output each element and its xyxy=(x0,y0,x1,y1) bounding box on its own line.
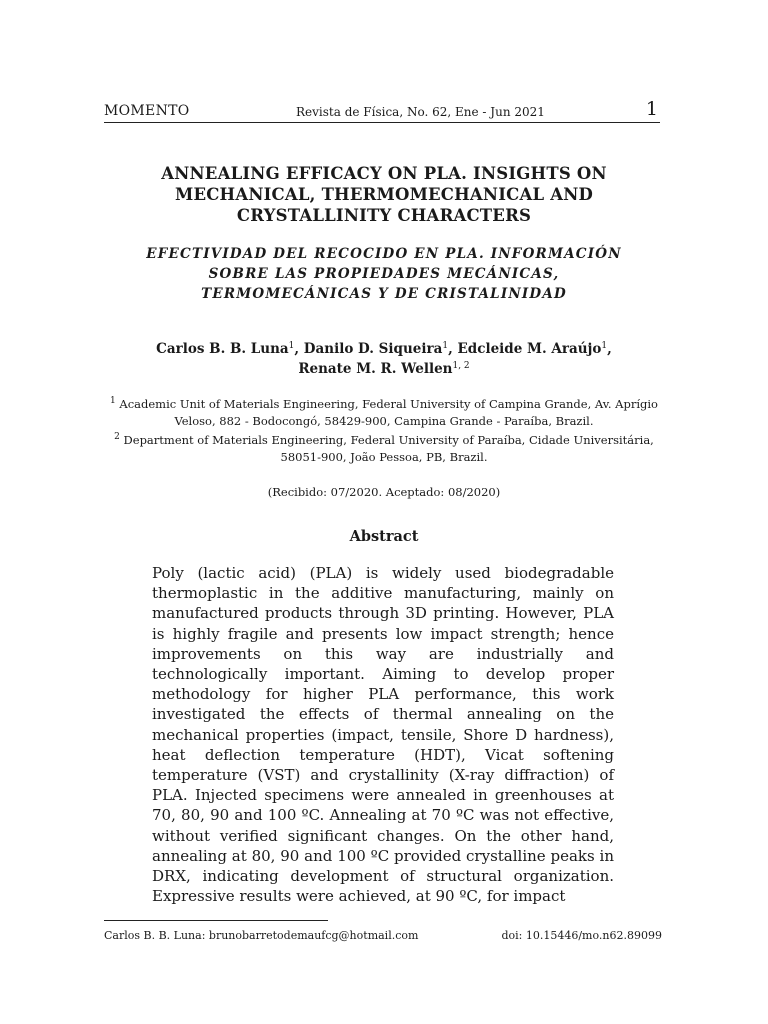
paper-title-spanish xyxy=(104,244,664,304)
title-line: SOBRE LAS PROPIEDADES MECÁNICAS, xyxy=(208,266,560,282)
footnote-rule xyxy=(104,920,328,921)
abstract-text: Poly (lactic acid) (PLA) is widely used biodegradable thermoplastic in the additive manufacturing, mainly on manufactured products through 3D printing. However, PLA is highly fragile and presents low impact strength; hence improvements on this way are industrially and technologically important. Aiming to develop proper methodology for higher PLA performance, this work investigated the effects of thermal annealing on the mechanical properties (impact, tensile, Shore D hardness), heat deflection temperature (HDT), Vicat softening temperature (VST) and crystallinity (X-ray diffraction) of PLA. Injected specimens were annealed in greenhouses at 70, 80, 90 and 100 ºC. Annealing at 70 ºC was not effective, without verified significant changes. On the other hand, annealing at 80, 90 and 100 ºC provided crystalline peaks in DRX, indicating development of structural organization. Expressive results were achieved, at 90 ºC, for impact xyxy=(152,564,614,906)
journal-name: MOMENTO xyxy=(104,103,190,119)
author-line xyxy=(104,359,664,379)
received-accepted-dates: (Recibido: 07/2020. Aceptado: 08/2020) xyxy=(267,485,501,499)
title-line: EFECTIVIDAD DEL RECOCIDO EN PLA. INFORMACIÓN xyxy=(146,246,622,262)
author-name: Danilo D. Siqueira xyxy=(303,341,443,357)
author-name: Carlos B. B. Luna xyxy=(156,341,289,357)
title-line: MECHANICAL, THERMOMECHANICAL AND xyxy=(174,185,594,204)
author-line: Carlos B. B. Luna$^1$, Danilo D. Siqueira$^1$, Edcleide M. Araújo$^1$, xyxy=(156,341,612,357)
page-number: 1 xyxy=(645,98,658,120)
title-line: ANNEALING EFFICACY ON PLA. INSIGHTS ON xyxy=(161,164,607,183)
affiliation-text: Department of Materials Engineering, Federal University of Paraíba, Cidade Universitária, 58051-900, João Pessoa, PB, Brazil. xyxy=(123,433,654,464)
affiliation-mark: 1 xyxy=(110,396,116,406)
author-name: Renate M. R. Wellen xyxy=(298,361,453,377)
author-affiliation-mark: 1, 2 xyxy=(452,361,470,371)
author-affiliation-mark: 1 xyxy=(601,341,608,351)
affiliation-text: Academic Unit of Materials Engineering, Federal University of Campina Grande, Av. Aprígio Veloso, 882 - Bodocongó, 58429-900, Campina Grande - Paraíba, Brazil. xyxy=(119,397,658,428)
paper-title-english xyxy=(104,163,664,226)
running-header xyxy=(104,100,660,123)
author-list xyxy=(104,339,664,379)
author-name: Edcleide M. Araújo xyxy=(457,341,602,357)
title-line: TERMOMECÁNICAS Y DE CRISTALINIDAD xyxy=(201,286,567,302)
author-affiliation-mark: 1 xyxy=(288,341,295,351)
title-line: CRYSTALLINITY CHARACTERS xyxy=(236,206,532,225)
affiliation-mark: 2 xyxy=(114,432,120,442)
author-affiliation-mark: 1 xyxy=(442,341,449,351)
affiliation-2 xyxy=(104,432,664,466)
journal-issue: Revista de Física, No. 62, Ene - Jun 2021 xyxy=(296,105,545,119)
corresponding-author-email: Carlos B. B. Luna: brunobarretodemaufcg@hotmail.com xyxy=(104,929,419,942)
doi: doi: 10.15446/mo.n62.89099 xyxy=(501,929,662,942)
abstract-heading: Abstract xyxy=(349,528,419,545)
affiliation-1 xyxy=(104,396,664,430)
